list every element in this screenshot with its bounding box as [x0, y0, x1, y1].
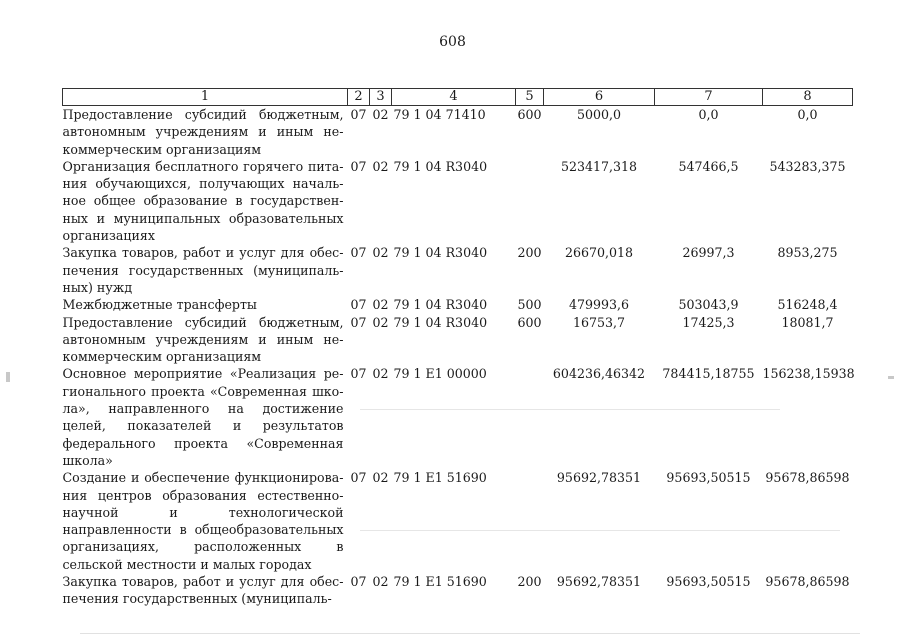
row-expense-type — [516, 469, 544, 573]
table-row — [63, 244, 853, 296]
row-amount-col8: 156238,15938 — [762, 366, 855, 382]
header-col-6: 6 — [544, 89, 655, 106]
row-section: 07 — [350, 107, 367, 122]
table-row — [63, 573, 853, 608]
row-amount-col6: 95692,78351 — [556, 470, 642, 486]
row-expense-type: 200 — [517, 245, 542, 261]
scan-artifact — [360, 409, 780, 410]
row-target-article: 79 1 04 R3040 — [393, 245, 488, 261]
header-col-5: 5 — [516, 89, 544, 106]
table-row — [63, 469, 853, 573]
row-amount-col6: 5000,0 — [576, 107, 622, 122]
page-number: 608 — [439, 34, 466, 50]
row-amount-col7: 95693,50515 — [666, 470, 751, 486]
row-name: Создание и обеспечение функционирования центров образования естественнонаучной и технологической направленности в общеобразовательных организациях, расположенных в сельской местности и малых городах — [62, 470, 344, 572]
row-name: Организация бесплатного горячего питания обучающихся, получающих начальное общее образование в государственных и муниципальных образовательных организациях — [62, 158, 344, 244]
row-subsection: 02 — [372, 314, 389, 330]
row-target-article: 79 1 E1 00000 — [393, 366, 487, 382]
row-target-article: 79 1 E1 51690 — [393, 470, 487, 486]
row-amount-col7: 547466,5 — [678, 158, 739, 174]
row-amount-col6: 523417,318 — [560, 158, 638, 174]
row-subsection: 02 — [372, 107, 389, 122]
row-target-article: 79 1 04 71410 — [393, 107, 486, 122]
row-amount-col6: 95692,78351 — [556, 574, 642, 590]
table-row — [63, 365, 853, 469]
scan-artifact — [360, 530, 840, 531]
scan-artifact — [888, 376, 894, 379]
row-name: Предоставление субсидий бюджетным, автономным учреждениям и иным некоммерческим организациям — [62, 314, 344, 365]
header-col-3: 3 — [370, 89, 392, 106]
row-target-article: 79 1 04 R3040 — [393, 297, 488, 313]
row-section: 07 — [350, 574, 367, 590]
row-expense-type: 500 — [517, 297, 542, 313]
row-name: Закупка товаров, работ и услуг для обеспечения государственных (муниципаль- — [62, 574, 344, 607]
row-section: 07 — [350, 297, 367, 313]
row-amount-col8: 18081,7 — [781, 314, 834, 330]
table-row — [63, 158, 853, 244]
row-amount-col6: 479993,6 — [568, 297, 630, 313]
row-amount-col8: 95678,86598 — [765, 574, 850, 590]
header-col-1: 1 — [63, 89, 348, 106]
row-amount-col6: 26670,018 — [564, 245, 634, 261]
row-subsection: 02 — [372, 297, 389, 313]
row-expense-type: 600 — [517, 314, 542, 330]
row-amount-col7: 784415,18755 — [662, 366, 755, 382]
row-subsection: 02 — [372, 470, 389, 486]
row-section: 07 — [350, 158, 367, 174]
row-amount-col8: 543283,375 — [769, 158, 846, 174]
row-amount-col7: 17425,3 — [682, 314, 735, 330]
table-row — [63, 296, 853, 313]
row-amount-col8: 95678,86598 — [765, 470, 850, 486]
row-expense-type — [516, 158, 544, 244]
row-name: Межбюджетные трансферты — [62, 297, 257, 313]
row-amount-col7: 26997,3 — [682, 245, 735, 261]
scan-artifact — [6, 372, 10, 382]
row-target-article: 79 1 04 R3040 — [393, 158, 488, 174]
row-expense-type — [516, 365, 544, 469]
row-amount-col7: 95693,50515 — [666, 574, 751, 590]
row-amount-col6: 16753,7 — [572, 314, 626, 330]
header-col-2: 2 — [348, 89, 370, 106]
header-col-8: 8 — [763, 89, 853, 106]
row-target-article: 79 1 E1 51690 — [393, 574, 487, 590]
row-amount-col8: 0,0 — [797, 107, 818, 122]
table-row — [63, 106, 853, 158]
row-section: 07 — [350, 314, 367, 330]
row-name: Закупка товаров, работ и услуг для обеспечения государственных (муниципальных) нужд — [62, 245, 344, 295]
row-subsection: 02 — [372, 366, 389, 382]
row-amount-col7: 503043,9 — [678, 297, 739, 313]
table-row — [63, 314, 853, 366]
row-name: Предоставление субсидий бюджетным, автономным учреждениям и иным некоммерческим организациям — [62, 107, 344, 157]
row-section: 07 — [350, 470, 367, 486]
row-amount-col6: 604236,46342 — [552, 366, 646, 382]
row-expense-type: 200 — [517, 574, 542, 590]
header-col-4: 4 — [392, 89, 516, 106]
row-amount-col8: 516248,4 — [777, 297, 838, 313]
row-section: 07 — [350, 366, 367, 382]
row-amount-col7: 0,0 — [698, 107, 719, 122]
table-header-row — [63, 89, 853, 106]
row-subsection: 02 — [372, 158, 389, 174]
row-amount-col8: 8953,275 — [777, 245, 838, 261]
header-col-7: 7 — [655, 89, 763, 106]
row-subsection: 02 — [372, 245, 389, 261]
row-name: Основное мероприятие «Реализация регионального проекта «Современная школа», направленного на достижение целей, показателей и результатов федерального проекта «Современная школа» — [62, 366, 344, 468]
scan-artifact — [80, 633, 860, 634]
row-section: 07 — [350, 245, 367, 261]
row-expense-type: 600 — [517, 107, 542, 122]
row-target-article: 79 1 04 R3040 — [393, 314, 488, 330]
row-subsection: 02 — [372, 574, 389, 590]
